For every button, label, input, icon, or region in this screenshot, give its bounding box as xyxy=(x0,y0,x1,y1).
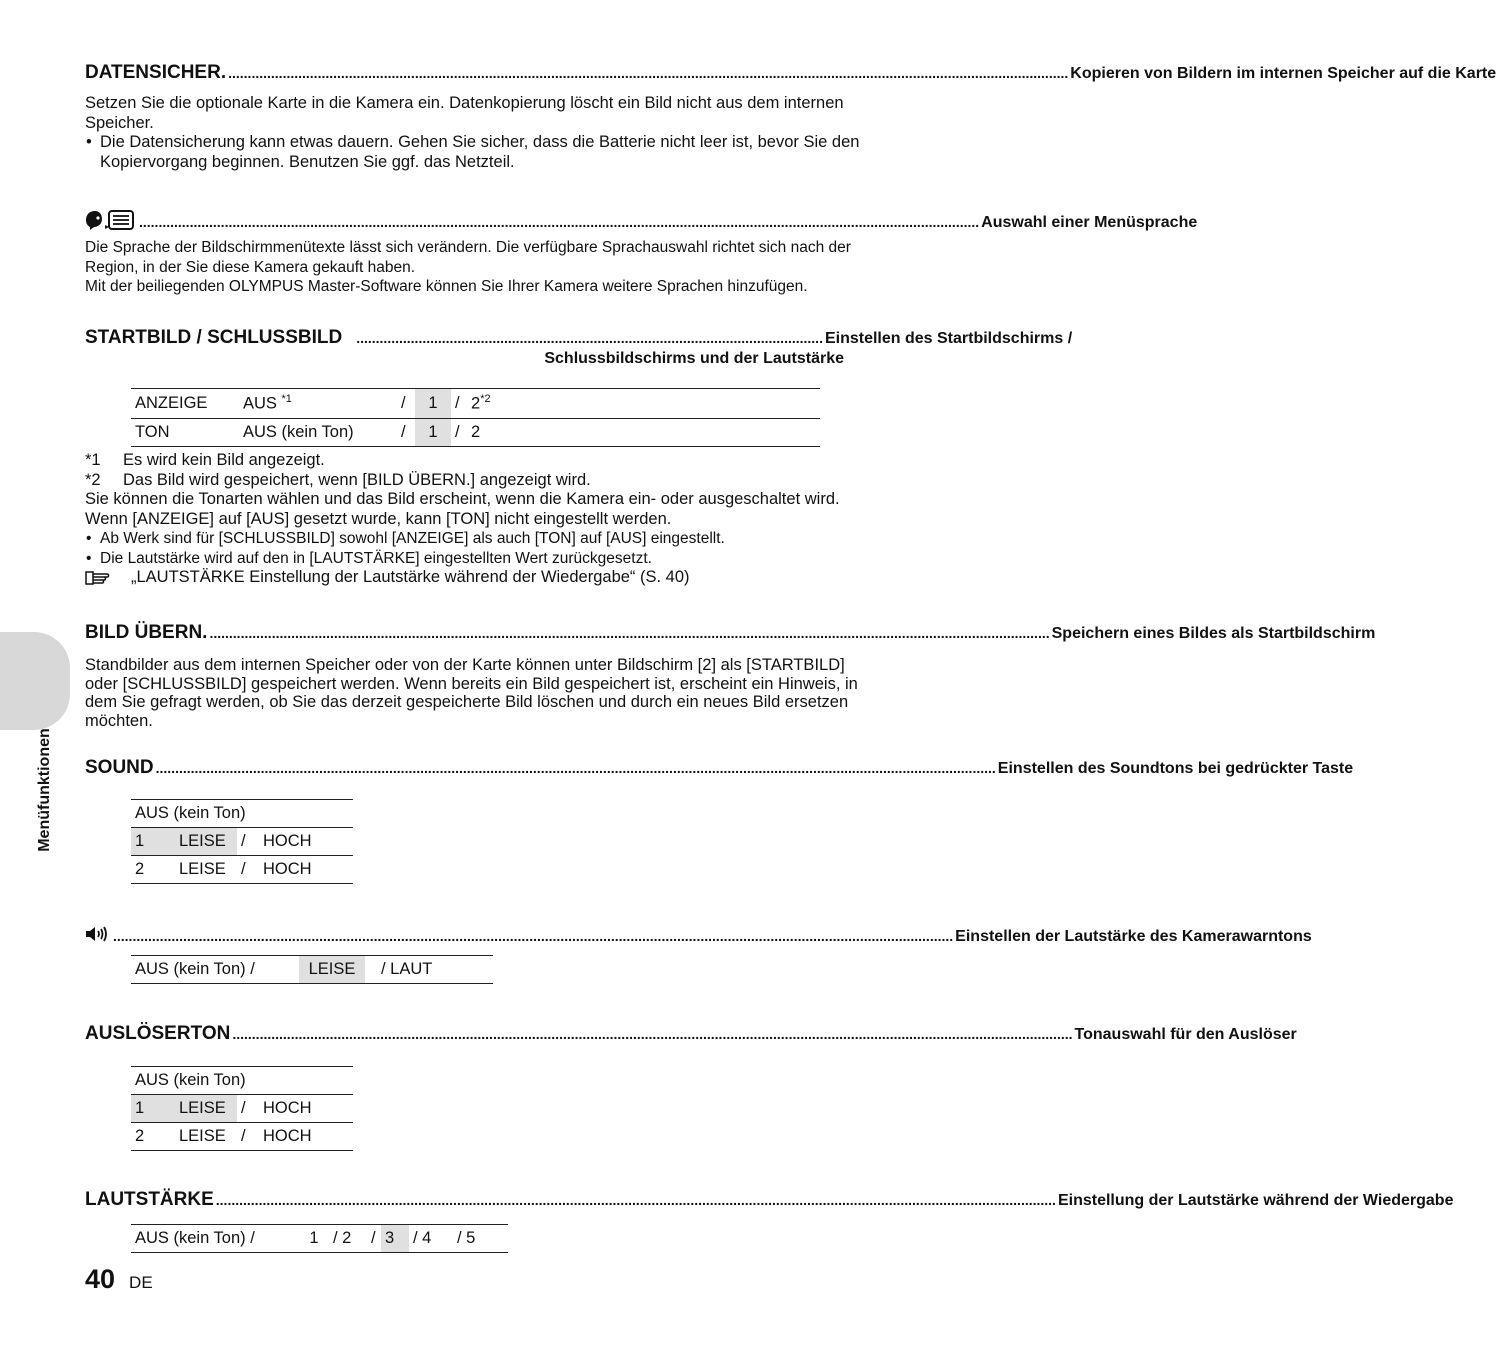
separator: / xyxy=(237,828,259,856)
lautstaerke-title: LAUTSTÄRKE xyxy=(85,1189,214,1210)
table-row xyxy=(131,1067,353,1095)
leader-dots xyxy=(156,760,996,776)
ton-option-2[interactable]: 2 xyxy=(467,418,820,446)
sound-desc: Einstellen des Soundtons bei gedrückter Taste xyxy=(997,760,1354,777)
table-row xyxy=(131,1123,353,1151)
warnton-option-leise[interactable]: LEISE xyxy=(299,956,365,984)
language-paragraph-1: Die Sprache der Bildschirmmenütexte lässt sich verändern. Die verfügbare Sprachauswahl richtet sich nach der Region, in der Sie diese Kamera gekauft haben. xyxy=(85,239,851,276)
ausloeser-option-2-hoch[interactable]: HOCH xyxy=(259,1123,353,1151)
page-number: 40 xyxy=(85,1264,116,1294)
table-row xyxy=(131,800,353,828)
sound-option-aus[interactable]: AUS (kein Ton) xyxy=(131,800,353,828)
ausloeser-option-1-hoch[interactable]: HOCH xyxy=(259,1095,353,1123)
sound-heading xyxy=(85,757,1354,779)
bilduebern-desc: Speichern eines Bildes als Startbildschirm xyxy=(1051,625,1376,642)
reference-hand-icon xyxy=(85,568,131,590)
table-row xyxy=(131,828,353,856)
warnton-options-table xyxy=(131,955,493,984)
leader-dots xyxy=(113,928,953,944)
lautstaerke-option-3[interactable]: 3 xyxy=(381,1225,409,1253)
sound-option-1-leise[interactable]: LEISE xyxy=(175,828,237,856)
sound-option-2-hoch[interactable]: HOCH xyxy=(259,856,353,884)
anzeige-label: ANZEIGE xyxy=(131,389,239,419)
separator: / xyxy=(237,856,259,884)
separator: / xyxy=(397,389,415,419)
ton-option-1[interactable]: 1 xyxy=(415,418,451,446)
leader-dots xyxy=(209,625,1049,641)
warnton-desc: Einstellen der Lautstärke des Kamerawarntons xyxy=(955,928,1312,945)
ausloeser-title: AUSLÖSERTON xyxy=(85,1023,231,1044)
ausloeser-options-table xyxy=(131,1066,353,1151)
startbild-heading xyxy=(85,327,1073,368)
datensicher-bullet: • Die Datensicherung kann etwas dauern. Gehen Sie sicher, dass die Batterie nicht leer ist, bevor Sie den Kopiervorgang beginnen. Benutzen Sie ggf. das Netzteil. xyxy=(85,133,880,172)
datensicher-desc: Kopieren von Bildern im internen Speicher auf die Karte xyxy=(1070,65,1496,82)
separator: / xyxy=(237,1095,259,1123)
startbild-bullet-1: • Ab Werk sind für [SCHLUSSBILD] sowohl [ANZEIGE] als auch [TON] auf [AUS] eingestellt. xyxy=(85,529,875,549)
language-heading xyxy=(85,205,1198,232)
lautstaerke-option-1[interactable]: 1 xyxy=(299,1225,329,1253)
lautstaerke-option-5[interactable]: / 5 xyxy=(453,1225,508,1253)
lautstaerke-option-4[interactable]: / 4 xyxy=(409,1225,453,1253)
sound-option-1[interactable]: 1 xyxy=(131,828,175,856)
lautstaerke-heading xyxy=(85,1189,1454,1211)
sound-option-1-hoch[interactable]: HOCH xyxy=(259,828,353,856)
language-code: DE xyxy=(129,1273,153,1292)
warnton-heading xyxy=(85,921,1312,946)
lautstaerke-option-aus[interactable]: AUS (kein Ton) / xyxy=(131,1225,299,1253)
anzeige-option-1[interactable]: 1 xyxy=(415,389,451,419)
sound-options-table xyxy=(131,799,353,884)
lautstaerke-option-2[interactable]: / 2 xyxy=(329,1225,367,1253)
bilduebern-paragraph: Standbilder aus dem internen Speicher oder von der Karte können unter Bildschirm [2] als [STARTBILD] oder [SCHLUSSBILD] gespeichert werden. Wenn bereits ein Bild gespeichert ist, erscheint ein Hinweis, in dem Sie gefragt werden, ob Sie das derzeit gespeicherte Bild löschen und durch ein neues Bild ersetzen möchten. xyxy=(85,656,858,730)
startbild-bullet-2: • Die Lautstärke wird auf den in [LAUTSTÄRKE] eingestellten Wert zurückgesetzt. xyxy=(85,549,875,569)
language-paragraph-2: Mit der beiliegenden OLYMPUS Master-Software können Sie Ihrer Kamera weitere Sprachen hinzufügen. xyxy=(85,278,808,295)
bilduebern-title: BILD ÜBERN. xyxy=(85,622,208,643)
ausloeser-desc: Tonauswahl für den Auslöser xyxy=(1074,1026,1297,1043)
startbild-desc-2: Schlussbildschirms und der Lautstärke xyxy=(544,350,844,367)
lautstaerke-desc: Einstellung der Lautstärke während der Wiedergabe xyxy=(1057,1192,1454,1209)
startbild-desc-1: Einstellen des Startbildschirms / xyxy=(824,330,1073,347)
footnote-2: *2 Das Bild wird gespeichert, wenn [BILD ÜBERN.] angezeigt wird. xyxy=(85,470,591,489)
separator: / xyxy=(367,1225,381,1253)
leader-dots: ........................................................................................................................ xyxy=(356,330,823,346)
side-tab xyxy=(0,632,70,730)
language-desc: Auswahl einer Menüsprache xyxy=(981,214,1198,231)
page-footer xyxy=(85,1264,153,1295)
anzeige-option-2[interactable]: 2$^{*2}$ xyxy=(467,389,820,419)
startbild-options-table xyxy=(131,388,820,447)
footnote-1: *1 Es wird kein Bild angezeigt. xyxy=(85,451,325,469)
sound-option-2[interactable]: 2 xyxy=(131,856,175,884)
warnton-option-aus[interactable]: AUS (kein Ton) / xyxy=(131,956,299,984)
ausloeser-option-2[interactable]: 2 xyxy=(131,1123,175,1151)
ausloeser-option-1-leise[interactable]: LEISE xyxy=(175,1095,237,1123)
table-row xyxy=(131,1225,508,1253)
table-row xyxy=(131,389,820,419)
separator: / xyxy=(237,1123,259,1151)
startbild-reference: „LAUTSTÄRKE Einstellung der Lautstärke während der Wiedergabe“ (S. 40) xyxy=(85,568,875,590)
table-row xyxy=(131,1095,353,1123)
lautstaerke-options-table xyxy=(131,1224,508,1253)
side-tab-label: Menüfunktionen xyxy=(36,728,53,852)
table-row xyxy=(131,956,493,984)
startbild-notes xyxy=(85,451,875,590)
ton-label: TON xyxy=(131,418,239,446)
ton-option-aus[interactable]: AUS (kein Ton) xyxy=(239,418,397,446)
ausloeser-heading xyxy=(85,1023,1297,1045)
leader-dots xyxy=(232,1026,1072,1042)
separator: / xyxy=(397,418,415,446)
anzeige-option-aus[interactable]: AUS $^{*1}$ xyxy=(239,389,397,419)
datensicher-heading xyxy=(85,62,1496,84)
datensicher-paragraph: Setzen Sie die optionale Karte in die Kamera ein. Datenkopierung löscht ein Bild nicht aus dem internen Speicher. xyxy=(85,94,844,132)
leader-dots xyxy=(139,214,979,230)
ausloeser-option-aus[interactable]: AUS (kein Ton) xyxy=(131,1067,353,1095)
sound-title: SOUND xyxy=(85,757,154,778)
separator: / xyxy=(451,418,467,446)
warnton-option-laut[interactable]: / LAUT xyxy=(365,956,493,984)
speaker-volume-icon xyxy=(85,924,111,944)
bilduebern-heading xyxy=(85,622,1376,644)
leader-dots xyxy=(228,65,1068,81)
startbild-paragraph: Sie können die Tonarten wählen und das Bild erscheint, wenn die Kamera ein- oder ausgeschaltet wird. Wenn [ANZEIGE] auf [AUS] gesetzt wurde, kann [TON] nicht eingestellt werden. xyxy=(85,490,840,528)
ausloeser-option-2-leise[interactable]: LEISE xyxy=(175,1123,237,1151)
separator: / xyxy=(451,389,467,419)
table-row xyxy=(131,418,820,446)
startbild-title: STARTBILD / SCHLUSSBILD xyxy=(85,327,343,348)
table-row xyxy=(131,856,353,884)
sound-option-2-leise[interactable]: LEISE xyxy=(175,856,237,884)
datensicher-title: DATENSICHER. xyxy=(85,62,227,83)
ausloeser-option-1[interactable]: 1 xyxy=(131,1095,175,1123)
language-menu-icon xyxy=(85,209,137,231)
leader-dots xyxy=(216,1192,1056,1208)
